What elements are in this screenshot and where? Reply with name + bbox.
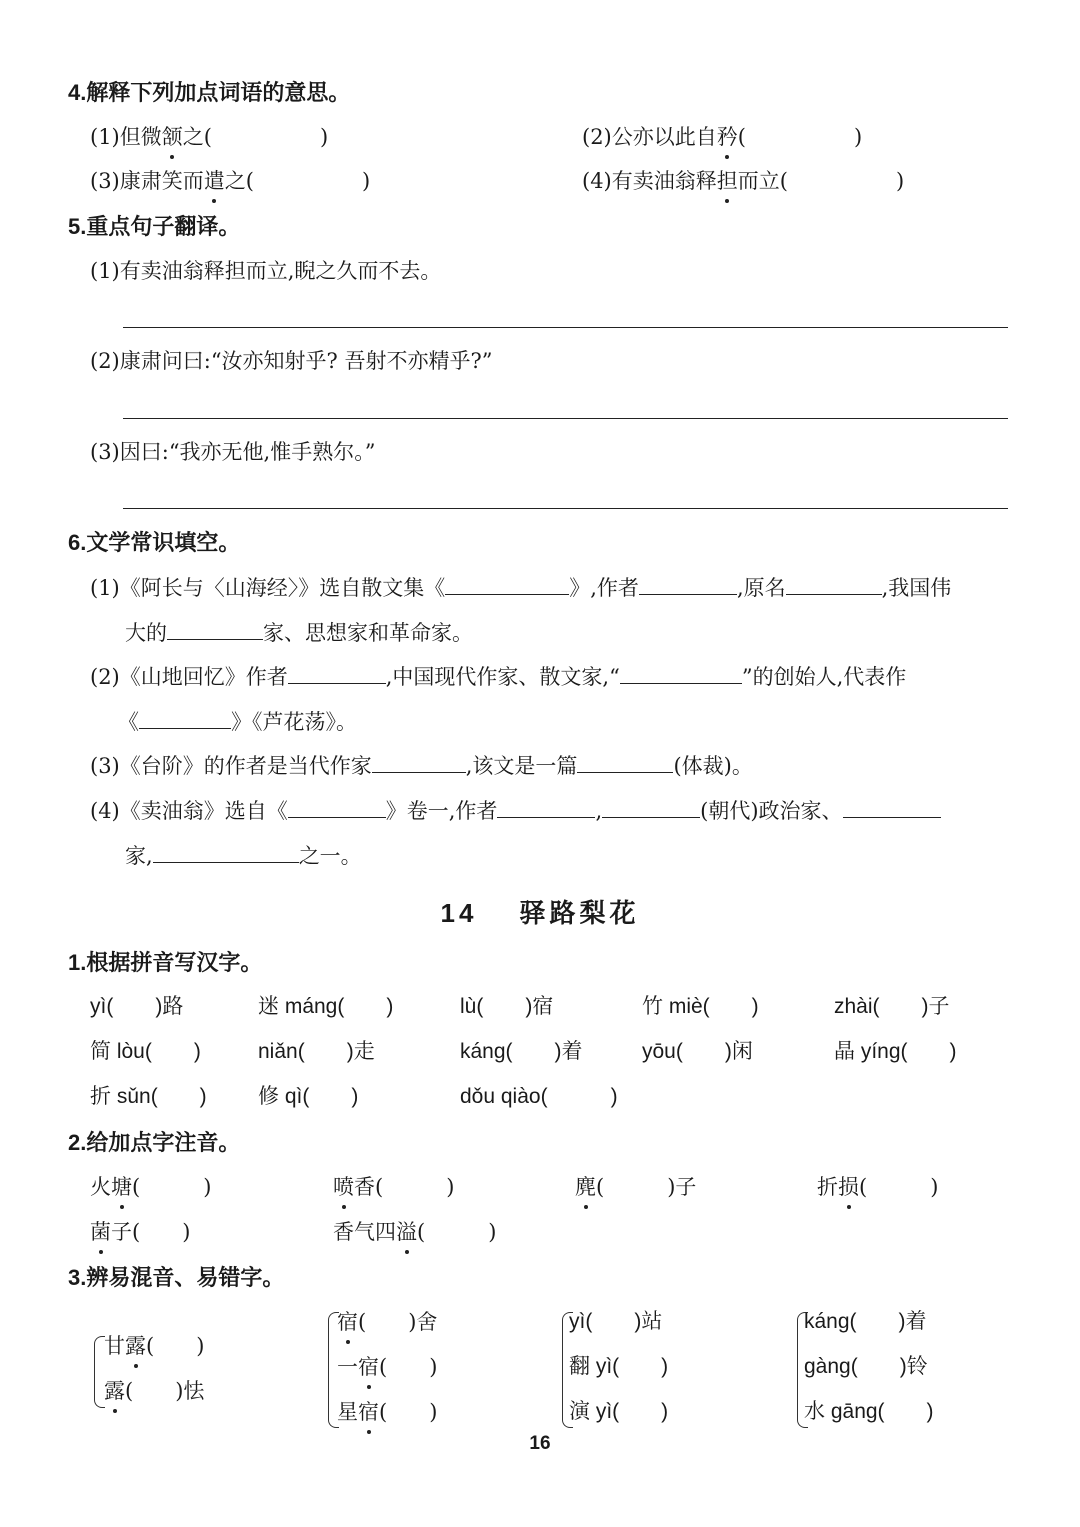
q6-l6-a: (4)《卖油翁》选自《 [90,799,288,823]
q6-l1-d: ,我国伟 [881,576,952,600]
annotate-item [333,1172,454,1202]
q6-l6-b: 》卷一,作者 [385,799,498,823]
q4-item-2-dotted: 矜 [717,122,738,152]
q4-item-1-pre: (1)但微 [90,125,162,149]
g2-post: ( )舍 [358,1310,438,1334]
s2-title: 给加点字注音。 [86,1130,241,1156]
q6-l5-b: ,该文是一篇 [465,754,578,778]
s1-number: 1. [68,950,87,975]
pinyin-item: lù( )宿 [460,995,554,1018]
pinyin-item: yōu( )闲 [642,1040,753,1063]
group2-item [337,1397,437,1427]
blank[interactable] [153,840,299,863]
pinyin-item: dǒu qiào( ) [460,1085,618,1108]
pinyin-item: 修 qì( ) [258,1085,359,1108]
s1-heading [68,948,262,978]
g2-dotted: 宿 [337,1307,358,1337]
page-number: 16 [529,1433,551,1454]
g2-dotted: 宿 [358,1397,379,1427]
q6-line-4 [118,706,357,737]
group3-item: yì( )站 [569,1310,663,1333]
group4-item: káng( )着 [804,1310,927,1333]
q6-l3-b: ,中国现代作家、散文家,“ [385,665,620,689]
annotate-post: ( ) [859,1175,939,1199]
q4-item-1 [90,122,328,152]
blank[interactable] [639,572,737,595]
q4-item-2-close: ) [853,125,863,149]
pinyin-item: yì( )路 [90,995,184,1018]
pinyin-item: 折 sǔn( ) [90,1085,207,1108]
annotate-dotted: 损 [838,1172,859,1202]
q5-item-2: (2)康肃问曰:“汝亦知射乎? 吾射不亦精乎?” [90,349,493,373]
group3-item: 演 yì( ) [569,1400,669,1423]
q5-heading [68,212,240,242]
q6-line-7 [125,840,362,871]
annotate-item [817,1172,938,1202]
annotate-post: ( ) [417,1220,497,1244]
q4-item-3-dotted: 遣 [204,166,225,196]
q4-item-3-close: ) [361,169,371,193]
s1-title: 根据拼音写汉字。 [86,950,263,976]
annotate-dotted: 溢 [396,1217,417,1247]
pinyin-item: káng( )着 [460,1040,583,1063]
blank[interactable] [786,572,882,595]
answer-line-3[interactable] [123,508,1008,509]
q4-item-2-pre: (2)公亦以此自 [582,125,717,149]
lesson-heading [0,893,1080,930]
blank[interactable] [288,661,386,684]
answer-line-2[interactable] [123,418,1008,419]
q6-line-6 [90,795,941,826]
s3-heading [68,1263,284,1293]
annotate-pre: 香气四 [333,1220,396,1244]
q6-l5-a: (3)《台阶》的作者是当代作家 [90,754,372,778]
blank[interactable] [620,661,742,684]
q6-l3-a: (2)《山地回忆》作者 [90,665,288,689]
q4-item-4-close: ) [895,169,905,193]
q5-title: 重点句子翻译。 [86,214,241,240]
q5-item-1: (1)有卖油翁释担而立,睨之久而不去。 [90,259,442,283]
lesson-number: 14 [440,898,478,928]
q4-item-4-post: 而立( [737,169,788,193]
g1-dotted: 露 [125,1331,146,1361]
blank[interactable] [602,795,700,818]
s2-number: 2. [68,1130,87,1155]
q6-l7-a: 家, [125,844,153,868]
q6-l3-c: ”的创始人,代表作 [741,665,907,689]
annotate-pre: 火 [90,1175,111,1199]
blank[interactable] [372,750,466,773]
annotate-dotted: 塘 [111,1172,132,1202]
g1-dotted: 露 [104,1376,125,1406]
group2-item [337,1307,437,1337]
annotate-post: ( ) [132,1175,212,1199]
blank[interactable] [139,706,231,729]
q4-item-1-dotted: 颔 [162,122,183,152]
annotate-dotted: 麂 [575,1172,596,1202]
q6-heading [68,528,240,558]
pinyin-item: niǎn( )走 [258,1040,375,1063]
blank[interactable] [497,795,595,818]
q6-l1-c: ,原名 [736,576,786,600]
annotate-item [575,1172,696,1202]
pinyin-item: 迷 máng( ) [258,995,394,1018]
q6-l2-a: 大的 [125,621,167,645]
q4-title: 解释下列加点词语的意思。 [86,80,351,106]
q4-item-2-post: ( [737,125,746,149]
q6-line-5 [90,750,753,781]
g2-pre: 星 [337,1400,358,1424]
lesson-title: 驿路梨花 [519,899,640,929]
q6-l7-b: 之一。 [298,844,362,868]
g2-post: ( ) [379,1400,438,1424]
annotate-pre: 折 [817,1175,838,1199]
q6-line-3 [90,661,906,692]
q6-title: 文学常识填空。 [86,530,241,556]
s3-title: 辨易混音、易错字。 [86,1265,285,1291]
group2-item [337,1352,437,1382]
q6-line-2 [125,617,473,648]
g1-post: ( )怯 [125,1379,205,1403]
q4-number: 4. [68,80,87,105]
q6-l6-d: (朝代)政治家、 [700,799,843,823]
q4-heading [68,78,350,108]
q4-item-1-close: ) [319,125,329,149]
q4-item-3-pre: (3)康肃笑而 [90,169,204,193]
blank[interactable] [288,795,386,818]
annotate-dotted: 菌 [90,1217,111,1247]
q4-item-2 [582,122,862,152]
g1-post: ( ) [146,1334,205,1358]
q4-item-3-post: 之( [224,169,254,193]
q6-l4-b: 》《芦花荡》。 [231,710,357,734]
pinyin-item: 晶 yíng( ) [834,1040,957,1063]
q6-l1-b: 》,作者 [569,576,639,600]
answer-line-1[interactable] [123,327,1008,328]
annotate-item [90,1172,211,1202]
blank[interactable] [843,795,941,818]
blank[interactable] [445,572,569,595]
pinyin-item: 简 lòu( ) [90,1040,201,1063]
q5-number: 5. [68,214,87,239]
q4-item-4 [582,166,904,196]
blank[interactable] [167,617,263,640]
q6-l6-c: , [595,799,603,823]
group4-item: 水 gāng( ) [804,1400,934,1423]
g2-dotted: 宿 [358,1352,379,1382]
q4-item-3 [90,166,370,196]
q6-l5-c: (体裁)。 [673,754,753,778]
q4-item-1-post: 之( [182,125,212,149]
blank[interactable] [577,750,673,773]
group1-item [104,1376,204,1406]
annotate-item [90,1217,190,1247]
g2-pre: 一 [337,1355,358,1379]
annotate-post: 子( ) [111,1220,191,1244]
pinyin-item: 竹 miè( ) [642,995,759,1018]
q6-l4-a: 《 [118,710,139,734]
g2-post: ( ) [379,1355,438,1379]
q6-l2-b: 家、思想家和革命家。 [263,621,473,645]
annotate-dotted: 喷 [333,1172,354,1202]
group3-item: 翻 yì( ) [569,1355,669,1378]
q4-item-4-pre: (4)有卖油翁释 [582,169,717,193]
q4-item-4-dotted: 担 [717,166,738,196]
s3-number: 3. [68,1265,87,1290]
group1-item [104,1331,204,1361]
q6-number: 6. [68,530,87,555]
annotate-post: ( )子 [596,1175,697,1199]
g1-pre: 甘 [104,1334,125,1358]
q6-l1-a: (1)《阿长与〈山海经〉》选自散文集《 [90,576,446,600]
s2-heading [68,1128,240,1158]
annotate-post: 香( ) [354,1175,455,1199]
q6-line-1 [90,572,951,603]
group4-item: gàng( )铃 [804,1355,928,1378]
annotate-item [333,1217,496,1247]
pinyin-item: zhài( )子 [834,995,950,1018]
q5-item-3: (3)因曰:“我亦无他,惟手熟尔。” [90,440,376,464]
